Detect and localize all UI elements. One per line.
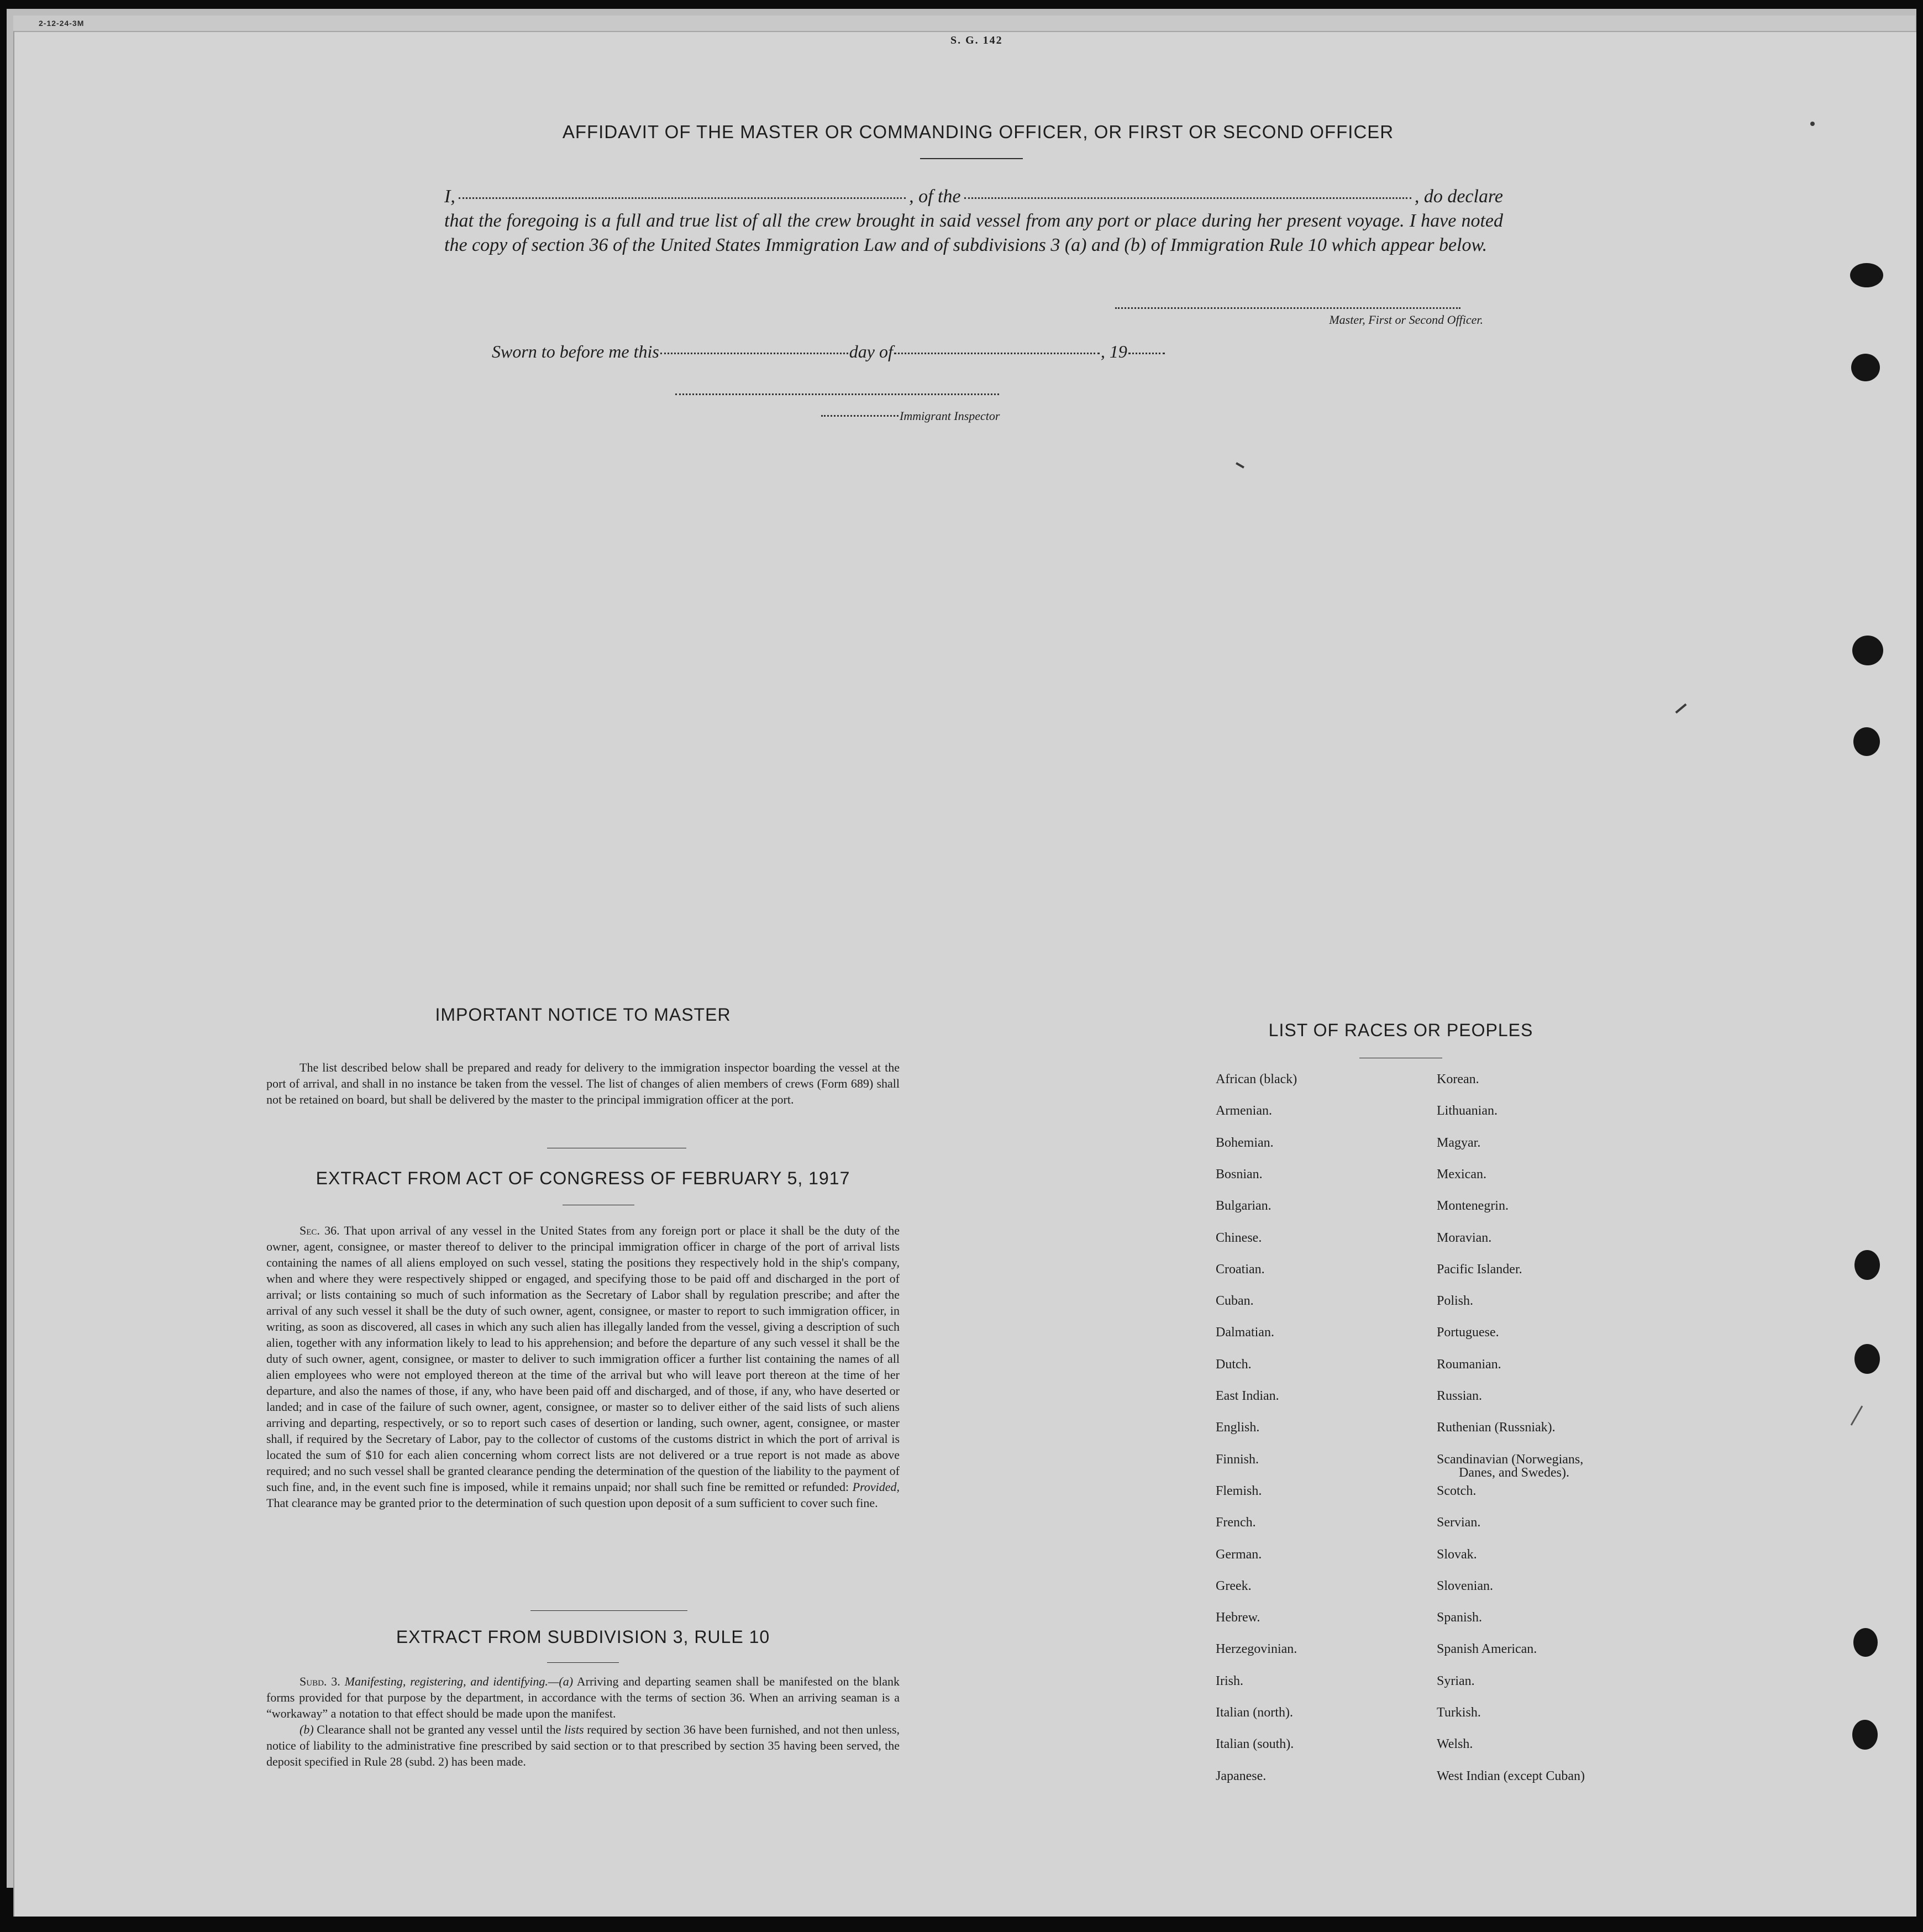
race-item: African (black) (1216, 1072, 1297, 1086)
race-item: Welsh. (1437, 1737, 1473, 1752)
race-item: Russian. (1437, 1389, 1483, 1403)
race-item: West Indian (except Cuban) (1437, 1768, 1585, 1783)
binder-hole (1852, 1720, 1878, 1750)
race-item: Slovenian. (1437, 1578, 1493, 1593)
race-item: Spanish. (1437, 1610, 1483, 1625)
para-b-label: (b) (300, 1723, 314, 1736)
sec-label: Sec. 36. (300, 1224, 340, 1237)
rule10-para-a: Arriving and departing seamen shall be manifested on the blank forms provided for that purpose by the department, in accordance with the terms of section 36. When an arriving seaman is a “workaway” a notation to that effect should be made upon the manifest. (266, 1674, 900, 1720)
rule10-title-rule (547, 1662, 619, 1663)
binder-hole (1853, 1628, 1878, 1657)
race-item: English. (1216, 1420, 1260, 1435)
race-item: German. (1216, 1547, 1262, 1562)
provided-label: Provided, (852, 1480, 900, 1494)
rule10-para-b-1: Clearance shall not be granted any vessel until the (317, 1723, 561, 1736)
race-item: Montenegrin. (1437, 1199, 1509, 1214)
binder-hole (1854, 1250, 1880, 1280)
race-item: Flemish. (1216, 1483, 1262, 1498)
binder-hole (1853, 727, 1880, 756)
form-number: S. G. 142 (950, 34, 1003, 46)
race-item: Cuban. (1216, 1294, 1254, 1309)
race-item: Servian. (1437, 1515, 1481, 1530)
race-item: Dutch. (1216, 1357, 1252, 1372)
inspector-caption: Immigrant Inspector (900, 409, 1000, 423)
race-item: Spanish American. (1437, 1642, 1537, 1657)
affidavit-body: that the foregoing is a full and true list of all the crew brought in said vessel from any port or place during her present voyage. I have noted the copy of section 36 of the United States Immigration Law and of subdivisions 3 (a) and (b) of Immigration Rule 10 which appear below. (444, 211, 1503, 255)
vessel-blank[interactable] (964, 197, 1411, 199)
i-label: I, (444, 186, 455, 207)
sworn-line (492, 342, 1166, 362)
act-text-block (266, 1222, 900, 1511)
ink-mark (1810, 122, 1815, 126)
race-item: Portuguese. (1437, 1325, 1499, 1340)
rule10-text-block (266, 1673, 900, 1770)
race-item: Croatian. (1216, 1262, 1265, 1277)
provided-text: That clearance may be granted prior to the determination of such question upon deposit of a sum sufficient to cover such fine. (266, 1496, 878, 1510)
subd-heading: Manifesting, registering, and identifying.—(a) (344, 1674, 574, 1688)
of-the-label: , of the (909, 186, 961, 207)
race-item: Lithuanian. (1437, 1104, 1498, 1119)
race-item: Magyar. (1437, 1135, 1481, 1150)
race-item: Greek. (1216, 1578, 1252, 1593)
race-item: Herzegovinian. (1216, 1642, 1297, 1657)
race-item: Italian (south). (1216, 1737, 1294, 1752)
race-item: Syrian. (1437, 1673, 1475, 1688)
notice-text: The list described below shall be prepared and ready for delivery to the immigration inspector boarding the vessel at the port of arrival, and shall in no instance be taken from the vessel. The list of changes of alien members of crews (Form 689) shall not be retained on board, but shall be delivered by the master to the principal immigration officer at the port. (266, 1060, 900, 1106)
race-item: Mexican. (1437, 1167, 1486, 1182)
month-blank[interactable] (894, 353, 1100, 354)
binder-hole (1854, 1344, 1880, 1374)
race-item: East Indian. (1216, 1389, 1279, 1403)
race-item: Hebrew. (1216, 1610, 1260, 1625)
race-item: Finnish. (1216, 1452, 1259, 1467)
day-of-label: day of (849, 342, 893, 361)
race-item: Turkish. (1437, 1705, 1481, 1720)
race-item: Armenian. (1216, 1104, 1272, 1119)
day-blank[interactable] (660, 353, 848, 354)
race-item: Slovak. (1437, 1547, 1477, 1562)
race-item: Korean. (1437, 1072, 1479, 1086)
para-b-lists: lists (564, 1723, 584, 1736)
race-item: Bosnian. (1216, 1167, 1263, 1182)
act-title: EXTRACT FROM ACT OF CONGRESS OF FEBRUARY 5, 1917 (316, 1168, 850, 1188)
subd-label: Subd. 3. (300, 1674, 340, 1688)
inspector-caption-row (820, 409, 1000, 423)
title-rule (920, 158, 1023, 159)
year-blank[interactable] (1128, 353, 1165, 354)
race-item: Dalmatian. (1216, 1325, 1274, 1340)
rule10-title: EXTRACT FROM SUBDIVISION 3, RULE 10 (396, 1627, 770, 1647)
corner-code: 2-12-24-3M (39, 19, 85, 28)
race-item: Chinese. (1216, 1230, 1262, 1245)
races-title: LIST OF RACES OR PEOPLES (1268, 1020, 1533, 1040)
binder-hole (1851, 354, 1880, 381)
binder-hole (1850, 263, 1883, 287)
act-section-text: That upon arrival of any vessel in the United States from any foreign port or place it shall be the duty of the owner, agent, consignee, or master thereof to deliver to the principal immigration officer in charge of the port of arrival lists containing the names of all aliens employed on such vessel, stating the positions they respectively hold in the ship's company, when and where they were respectively shipped or engaged, and specifying those to be paid off and discharged in the port of arrival; or lists containing so much of such information as the Secretary of Labor shall by regulation prescribe; and after the arrival of any such vessel it shall be the duty of such owner, agent, consignee, or master to report to such immigration officer, in writing, as soon as discovered, all cases in which any such alien has illegally landed from the vessel, giving a description of such alien, together with any information likely to lead to his apprehension; and before the departure of any such vessel it shall be the duty of such owner, agent, consignee, or master to deliver to such immigration officer a further list containing the names of all alien employees who were not employed thereon at the time of the arrival but who will leave port thereon at the time of her departure, and also the names of those, if any, who have been paid off and discharged, and of those, if any, who have deserted or landed; and in case of the failure of such owner, agent, consignee, or master so to deliver either of the said lists of such aliens arriving and departing, respectively, or so to report such cases of desertion or landing, such owner, agent, consignee, or master shall, if required by the Secretary of Labor, pay to the collector of customs of the customs district in which the port of arrival is located the sum of $10 for each alien concerning whom correct lists are not delivered or a true report is not made as above required; and no such vessel shall be granted clearance pending the determination of the question of the liability to the payment of such fine, and, in the event such fine is imposed, while it remains unpaid; nor shall such fine be remitted or refunded: (266, 1224, 900, 1494)
race-item: Danes, and Swedes). (1459, 1465, 1569, 1480)
officer-signature-line[interactable] (1115, 307, 1460, 309)
act-rule (530, 1610, 687, 1611)
race-item: Scotch. (1437, 1483, 1477, 1498)
notice-title: IMPORTANT NOTICE TO MASTER (435, 1005, 731, 1025)
inspector-leader (821, 415, 899, 417)
race-item: Scandinavian (Norwegians, (1437, 1452, 1584, 1467)
race-item: Roumanian. (1437, 1357, 1501, 1372)
officer-signature-caption: Master, First or Second Officer. (1329, 313, 1483, 327)
race-item: Bohemian. (1216, 1135, 1274, 1150)
race-item: Polish. (1437, 1294, 1474, 1309)
inspector-signature-line[interactable] (675, 393, 999, 395)
year-label: , 19 (1100, 342, 1127, 361)
race-item: French. (1216, 1515, 1256, 1530)
race-item: Ruthenian (Russniak). (1437, 1420, 1556, 1435)
race-item: Italian (north). (1216, 1705, 1293, 1720)
race-item: Bulgarian. (1216, 1199, 1272, 1214)
sworn-label: Sworn to before me this (492, 342, 659, 361)
rule10-para-b-2: required by section 36 have been furnished, and not then unless, notice of liability to the administrative fine prescribed by said section or to that prescribed by section 35 having been served, the deposit specified in Rule 28 (subd. 2) has been made. (266, 1723, 900, 1768)
race-item: Moravian. (1437, 1230, 1492, 1245)
binder-hole (1852, 636, 1883, 665)
race-item: Japanese. (1216, 1768, 1267, 1783)
declaration-line (444, 186, 1503, 207)
race-item: Irish. (1216, 1673, 1243, 1688)
race-item: Pacific Islander. (1437, 1262, 1522, 1277)
name-blank[interactable] (459, 197, 906, 199)
affidavit-title: AFFIDAVIT OF THE MASTER OR COMMANDING OFFICER, OR FIRST OR SECOND OFFICER (562, 122, 1394, 142)
declare-label: , do declare (1414, 186, 1504, 207)
